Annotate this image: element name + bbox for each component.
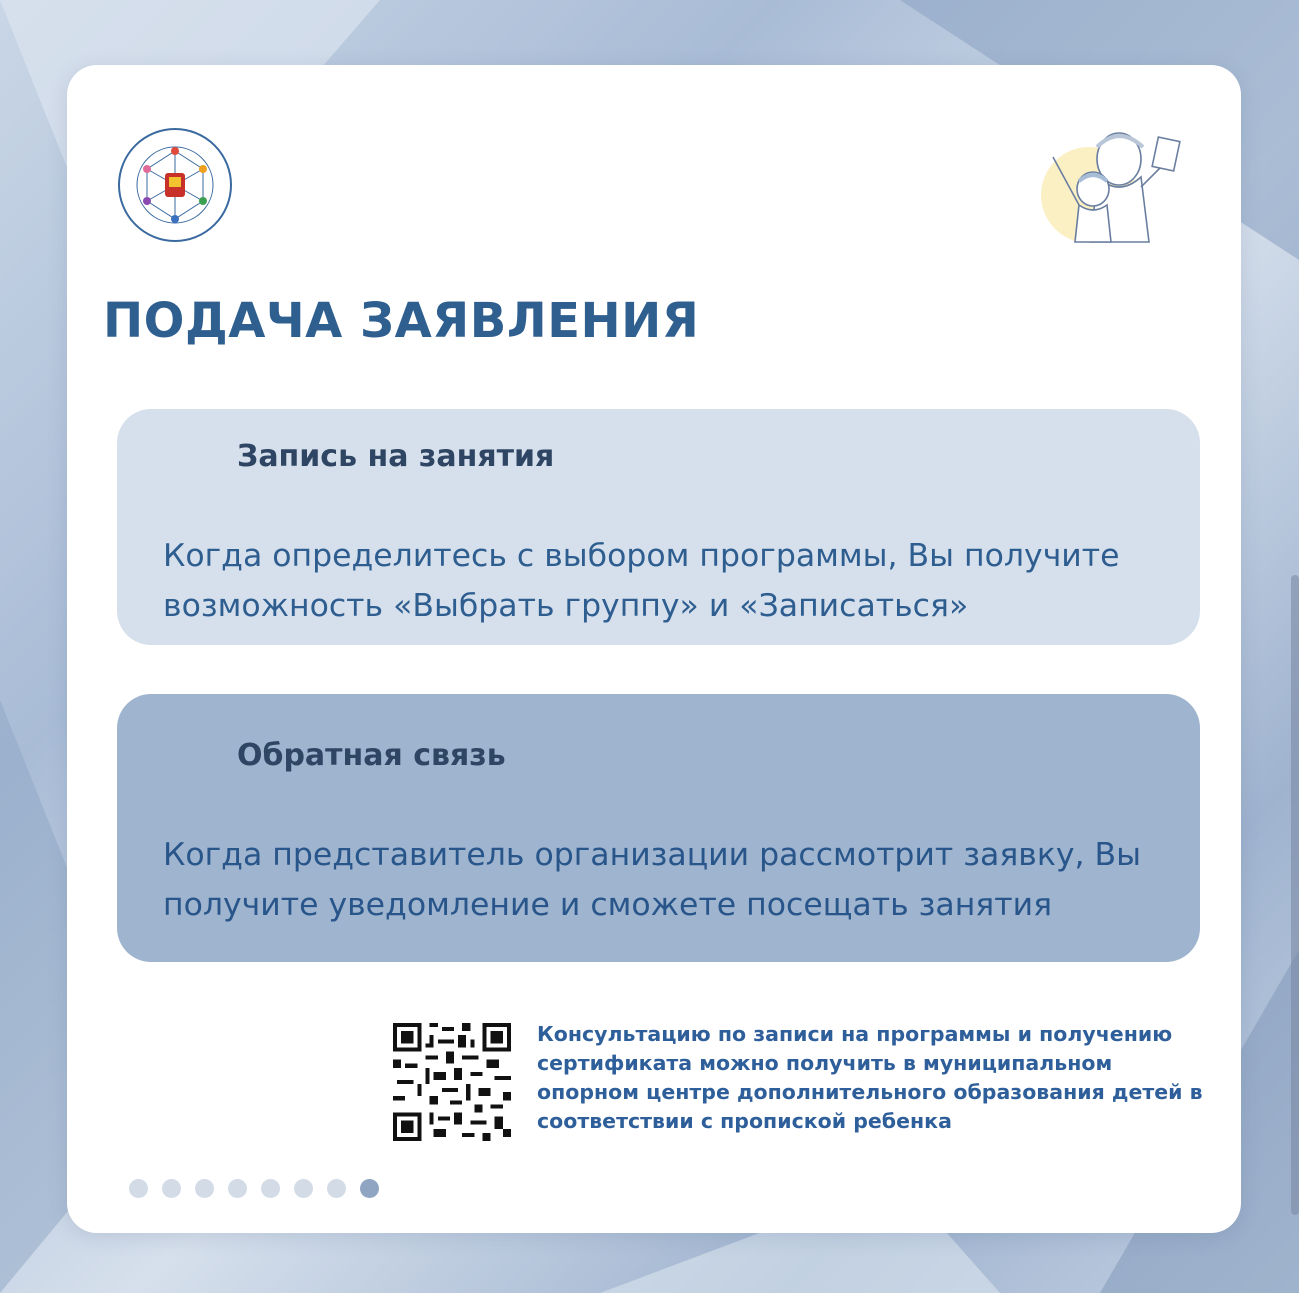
page-title: ПОДАЧА ЗАЯВЛЕНИЯ <box>103 293 700 349</box>
pagination-dots <box>129 1179 379 1198</box>
pagination-dot[interactable] <box>261 1179 280 1198</box>
pagination-dot[interactable] <box>195 1179 214 1198</box>
scrollbar[interactable] <box>1291 575 1299 1215</box>
info-block-enrollment <box>117 409 1200 645</box>
pagination-dot[interactable] <box>129 1179 148 1198</box>
info-block-feedback <box>117 694 1200 962</box>
pagination-dot[interactable] <box>360 1179 379 1198</box>
block-heading: Запись на занятия <box>237 439 555 474</box>
block-text: Когда представитель организации рассмотрит заявку, Вы получите уведомление и сможете посещать занятия <box>163 837 1142 923</box>
pagination-dot[interactable] <box>228 1179 247 1198</box>
consultation-note: Консультацию по записи на программы и получению сертификата можно получить в муниципальном опорном центре дополнительного образования детей в соответствии с пропиской ребенка <box>537 1022 1203 1133</box>
organization-logo <box>115 125 235 245</box>
block-heading: Обратная связь <box>237 738 506 773</box>
pagination-dot[interactable] <box>162 1179 181 1198</box>
content-card <box>67 65 1241 1233</box>
logo-icon <box>115 125 235 245</box>
block-text: Когда определитесь с выбором программы, Вы получите возможность «Выбрать группу» и «Записаться» <box>163 538 1120 624</box>
qr-code-icon <box>393 1023 511 1141</box>
mother-and-child-icon <box>1031 117 1181 247</box>
mother-child-illustration <box>1031 117 1181 247</box>
qr-code[interactable] <box>393 1023 511 1141</box>
pagination-dot[interactable] <box>327 1179 346 1198</box>
pagination-dot[interactable] <box>294 1179 313 1198</box>
